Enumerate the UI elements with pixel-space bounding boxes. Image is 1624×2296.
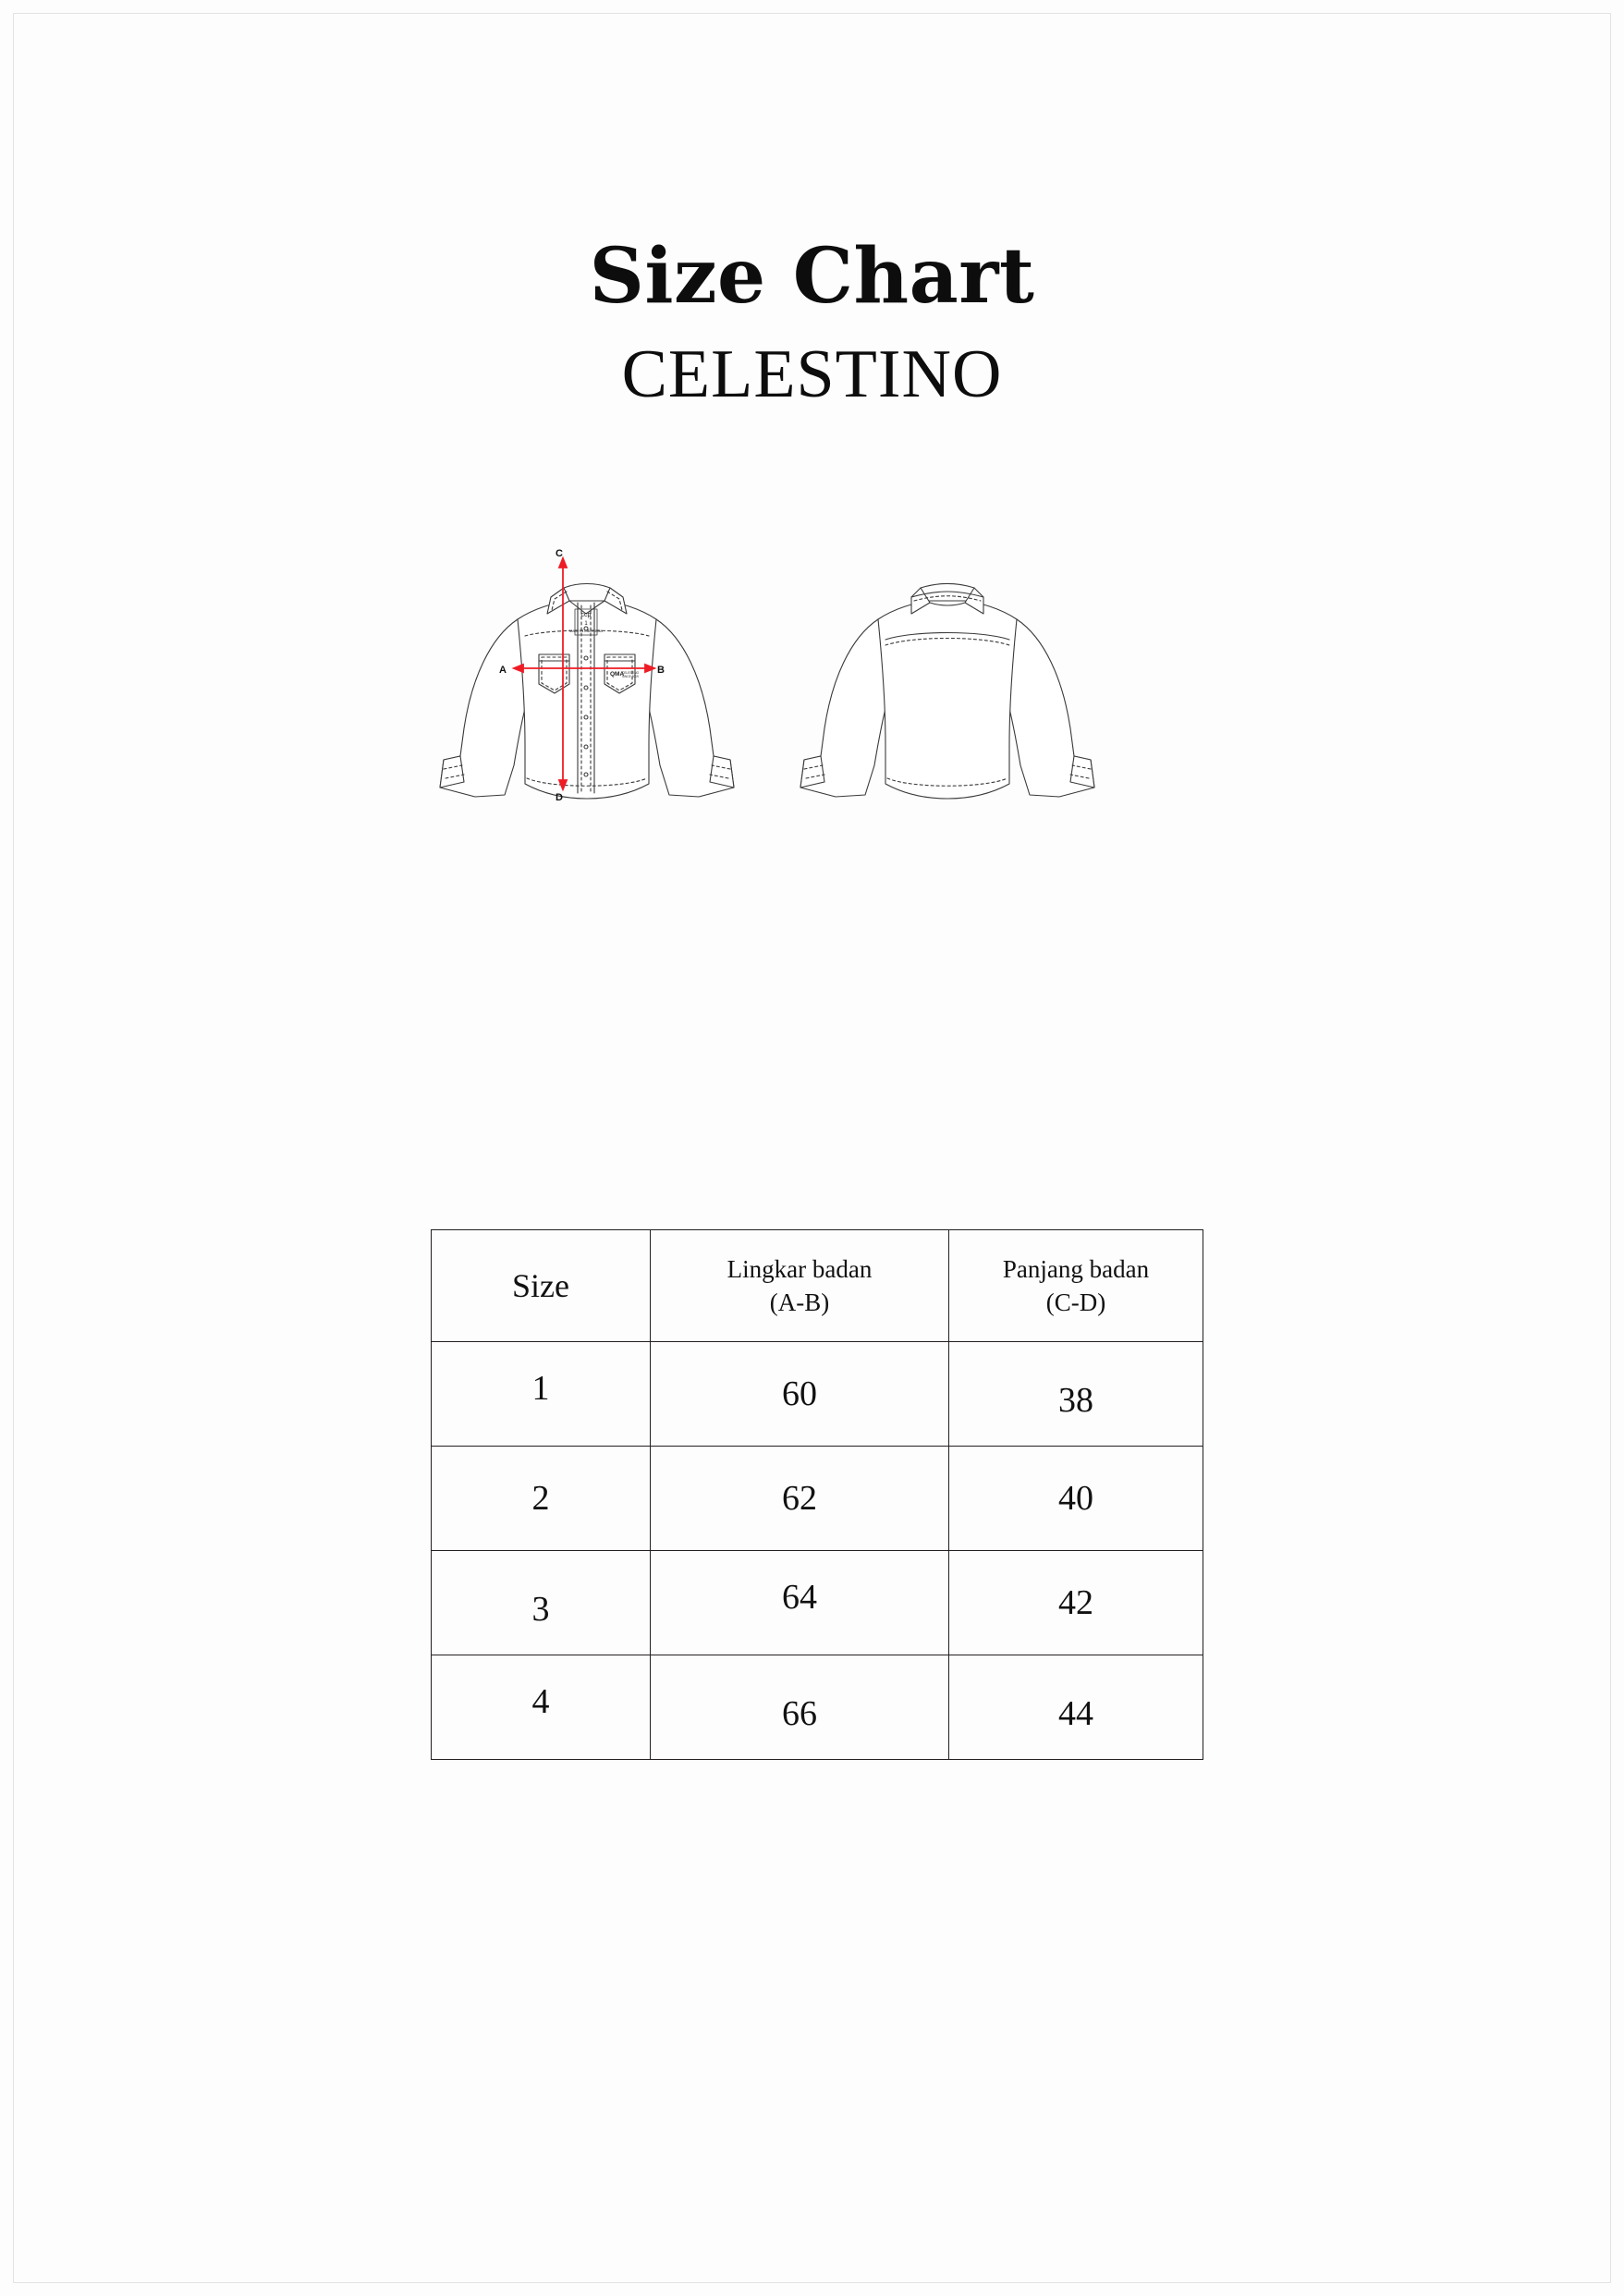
title-block: [0, 232, 1624, 412]
shirt-illustration: [379, 518, 1257, 850]
marker-a-label: A: [499, 665, 507, 676]
cell-length: 42: [949, 1551, 1203, 1655]
svg-text:1: 1: [584, 621, 588, 627]
page-title: Size Chart: [589, 232, 1035, 321]
svg-text:CELESTINO: CELESTINO: [622, 671, 640, 675]
back-view: [800, 584, 1094, 800]
cell-size: 4: [432, 1655, 651, 1760]
table-row: [432, 1655, 1203, 1760]
cell-length: 44: [949, 1655, 1203, 1760]
marker-d-label: D: [556, 792, 563, 803]
cell-chest: 64: [651, 1551, 949, 1655]
cell-length: 40: [949, 1447, 1203, 1551]
table-row: [432, 1447, 1203, 1551]
cell-chest: 62: [651, 1447, 949, 1551]
svg-text:SINCE 2019: SINCE 2019: [622, 675, 639, 678]
cell-size: 2: [432, 1447, 651, 1551]
table-row: [432, 1551, 1203, 1655]
table-row: [432, 1342, 1203, 1447]
shirt-technical-svg: [379, 518, 1257, 850]
header-size: Size: [432, 1230, 651, 1342]
cell-chest: 60: [651, 1342, 949, 1447]
cell-size: 1: [432, 1342, 651, 1447]
brand-name: CELESTINO: [621, 336, 1003, 412]
table-header-row: [432, 1230, 1203, 1342]
cell-length: 38: [949, 1342, 1203, 1447]
size-chart-table: [431, 1229, 1203, 1760]
front-view: [440, 584, 734, 800]
marker-b-label: B: [657, 665, 665, 676]
size-table-container: [431, 1229, 1194, 1760]
cell-chest: 66: [651, 1655, 949, 1760]
marker-c-label: C: [556, 548, 563, 559]
header-chest: Lingkar badan (A-B): [651, 1230, 949, 1342]
cell-size: 3: [432, 1551, 651, 1655]
brand-tag-text: ccp: [580, 612, 592, 618]
header-length: Panjang badan (C-D): [949, 1230, 1203, 1342]
svg-text:MADE IN INDONESIA: MADE IN INDONESIA: [569, 629, 603, 633]
pocket-tag-text: QMA: [610, 671, 625, 678]
